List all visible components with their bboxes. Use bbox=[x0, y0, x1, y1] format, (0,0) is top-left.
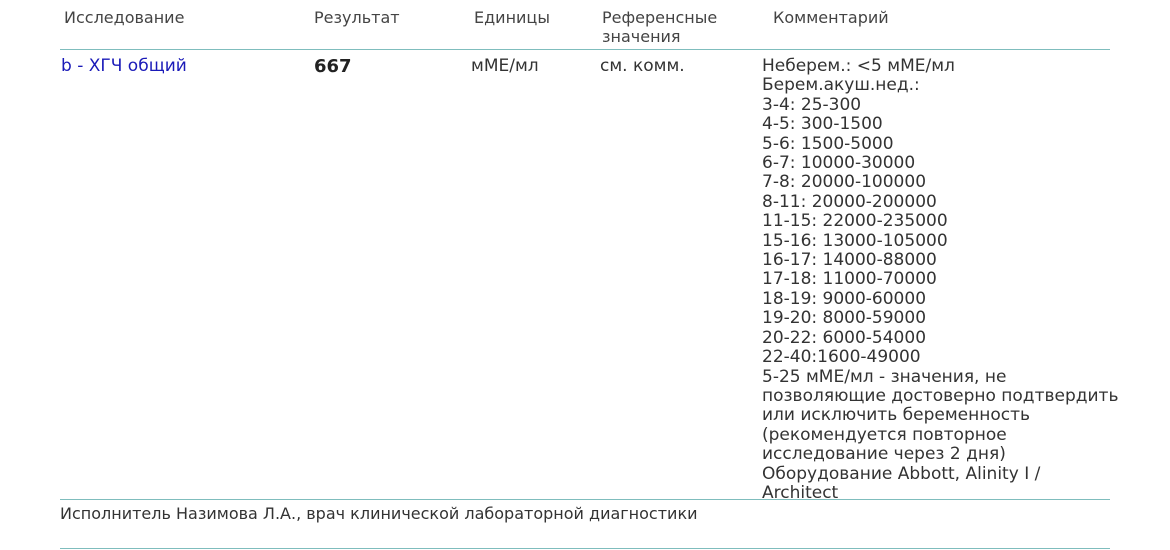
header-reference bbox=[602, 8, 717, 46]
comment-line: Architect bbox=[762, 482, 839, 503]
comment-line: 15-16: 13000-105000 bbox=[762, 230, 948, 251]
comment-line: позволяющие достоверно подтвердить bbox=[762, 385, 1119, 406]
header-divider bbox=[60, 49, 1110, 50]
comment-line: (рекомендуется повторное bbox=[762, 424, 1007, 445]
header-test: Исследование bbox=[64, 8, 185, 27]
comment-line: 22-40:1600-49000 bbox=[762, 347, 921, 368]
reference-value: см. комм. bbox=[600, 56, 685, 76]
result-value: 667 bbox=[314, 56, 352, 77]
performer-line: Исполнитель Назимова Л.А., врач клинической лабораторной диагностики bbox=[60, 504, 698, 523]
header-result: Результат bbox=[314, 8, 400, 27]
comment-line: 11-15: 22000-235000 bbox=[762, 211, 948, 232]
comment-line: 6-7: 10000-30000 bbox=[762, 153, 916, 174]
row-divider bbox=[60, 499, 1110, 500]
units-value: мМЕ/мл bbox=[471, 56, 539, 76]
comment-line: 5-6: 1500-5000 bbox=[762, 133, 894, 154]
comment-line: исследование через 2 дня) bbox=[762, 444, 1006, 465]
comment-line: 4-5: 300-1500 bbox=[762, 114, 883, 135]
header-comment: Комментарий bbox=[773, 8, 889, 27]
comment-line: Оборудование Abbott, Alinity I / bbox=[762, 463, 1041, 484]
comment-line: 17-18: 11000-70000 bbox=[762, 269, 937, 290]
test-name: b - ХГЧ общий bbox=[61, 56, 187, 76]
header-reference-line-1: Референсные bbox=[602, 8, 718, 27]
comment-line: Берем.акуш.нед.: bbox=[762, 75, 920, 96]
header-units: Единицы bbox=[474, 8, 550, 27]
comment-line: 20-22: 6000-54000 bbox=[762, 327, 927, 348]
comment-line: 16-17: 14000-88000 bbox=[762, 250, 937, 271]
comment-line: 19-20: 8000-59000 bbox=[762, 308, 927, 329]
comment-line: 3-4: 25-300 bbox=[762, 94, 862, 115]
comment-line: 8-11: 20000-200000 bbox=[762, 191, 937, 212]
comment-line: или исключить беременность bbox=[762, 405, 1030, 426]
comment-line: Неберем.: <5 мМЕ/мл bbox=[762, 56, 955, 76]
comment-line: 18-19: 9000-60000 bbox=[762, 288, 927, 309]
comment-line: 7-8: 20000-100000 bbox=[762, 172, 927, 193]
footer-divider bbox=[60, 548, 1110, 549]
header-reference-line-2: значения bbox=[602, 27, 681, 46]
comment-line: 5-25 мМЕ/мл - значения, не bbox=[762, 366, 1007, 387]
comment-text bbox=[762, 57, 1122, 503]
